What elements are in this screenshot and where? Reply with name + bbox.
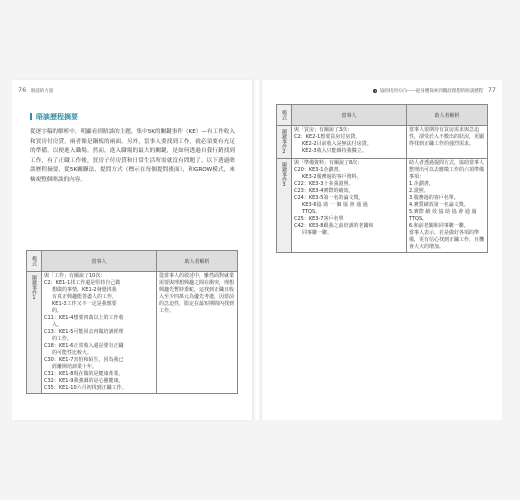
right-page bbox=[262, 80, 502, 420]
client-cell bbox=[292, 126, 407, 159]
chapter-title: 協助找到方向——從身體探索到職涯理想的晤談歷程 bbox=[379, 89, 484, 94]
list-item: C22：KE3-3十多張證照。 bbox=[294, 181, 354, 187]
list-item: 有真正興趣能善盡人的工作， bbox=[52, 294, 118, 300]
list-item: KE2-2目前收入是無法付房貸。 bbox=[302, 141, 372, 147]
list-item: C31：KE1-8現在做的是健康產業。 bbox=[44, 371, 124, 377]
header-helper: 助人者解析 bbox=[407, 105, 488, 126]
list-item: 3.服務過的客戶名單。 bbox=[409, 195, 459, 201]
list-item: 2.證照。 bbox=[409, 188, 429, 194]
list-item: C23：KE3-4實際的績效。 bbox=[294, 188, 354, 194]
list-item: C11：KE1-4想要四萬以上的工作收 bbox=[44, 315, 124, 321]
header-client: 當事人 bbox=[42, 251, 157, 272]
section-title bbox=[30, 112, 78, 122]
chapter-number-badge: 1 bbox=[374, 88, 377, 93]
table-row bbox=[277, 126, 488, 159]
list-item: 當事人表示，若是做好各項的準備，更有信心找到正職工作，且機會大大的增加。 bbox=[409, 230, 485, 250]
header-mode: 模式 bbox=[27, 251, 42, 272]
list-item: 經離開培訓業十年。 bbox=[52, 364, 98, 370]
list-item: C2：KE2-1想要買房付房貸。 bbox=[294, 134, 361, 140]
list-item: 與「工作」有關說了10次： bbox=[44, 273, 106, 279]
page-number-left: 76 bbox=[18, 86, 27, 94]
page-number-right: 77 bbox=[487, 86, 496, 94]
list-item: 6.和前老闆和同事聯一聯。 bbox=[409, 223, 469, 229]
mode-label: 關鍵事件3 bbox=[281, 162, 287, 188]
list-item: KE2-3收入只能維持我獨立。 bbox=[302, 148, 367, 154]
client-cell bbox=[292, 159, 407, 253]
list-item: C24：KE3-5第一名的論文獎。 bbox=[294, 195, 364, 201]
helper-cell bbox=[407, 159, 488, 253]
body-paragraph: 從逐字稿的解析中，明顯看到晤談的主題，集中5K的關鍵事件（KE）—有工作收入和買房付房貸，兩者像是鋼板的兩面。另外，當事人要找到工作，就必須要有充足的準備，以便進入職場。然而，進入職場的最大的關鍵，是如何透過自我行銷找到工作，有了正職工作後，買房子付房貸和日常生活所需就沒有問題了。以下透過晤談歷程摘要，從5K關聯法、提問方式（標示在每個提問後面），和GROW模式，來檢視整個晤談的內容。 bbox=[30, 129, 235, 183]
header-helper: 助人者解析 bbox=[157, 251, 238, 272]
list-item: 與「準備資料」有關說了8次： bbox=[294, 160, 363, 166]
table-header-row bbox=[277, 105, 488, 126]
table-row bbox=[27, 272, 238, 394]
list-item: C25：KE3-7客戶名單 bbox=[294, 216, 344, 222]
mode-cell bbox=[277, 159, 292, 253]
list-item: 同事聯一聯。 bbox=[302, 230, 333, 236]
list-item: C18：KE1-6正常收入還是要有正職 bbox=[44, 343, 124, 349]
book-title: 晤談的力量 bbox=[30, 89, 54, 94]
summary-table-left bbox=[26, 250, 238, 394]
left-page bbox=[12, 80, 252, 420]
list-item: C13：KE1-5可能回去再做培訓經理 bbox=[44, 329, 124, 335]
list-item: C20：KE3-1企劃書。 bbox=[294, 167, 344, 173]
section-title-text: 晤談歷程摘要 bbox=[36, 113, 78, 121]
list-item: C32：KE1-9我強調的是心靈健康。 bbox=[44, 378, 124, 384]
helper-cell: 當事人很期待有買房需求與急迫性，卻受於入不敷出的狀況，更顯得找到正職工作的強烈需求。 bbox=[407, 126, 488, 159]
client-cell bbox=[42, 272, 157, 394]
list-item: 的可能性比較大。 bbox=[52, 350, 93, 356]
mode-cell bbox=[27, 272, 42, 394]
running-header-right bbox=[373, 86, 496, 94]
book-gutter bbox=[252, 80, 262, 420]
list-item: C42：KE3-8跟我之前培訓的老闆和 bbox=[294, 223, 374, 229]
mode-label: 關鍵事件1 bbox=[31, 275, 37, 301]
list-item: 助人者透過提問方式，協助當事人整理出可以去應徵工作的六項準備事項： bbox=[409, 160, 485, 180]
list-item: TTQS。 bbox=[302, 209, 321, 215]
list-item: 入。 bbox=[52, 322, 63, 328]
list-item: KE3-6協 助 一 個 協 會 通 過 bbox=[302, 202, 368, 208]
list-item: 4.實質績效第一名論文獎。 bbox=[409, 202, 469, 208]
list-item: C2：KE1-1找工作還是堅持自己做 bbox=[44, 280, 121, 286]
header-client: 當事人 bbox=[292, 105, 407, 126]
list-item: KE1-3工作又不一定是我想要 bbox=[52, 301, 117, 307]
mode-label: 關鍵事件2 bbox=[281, 129, 287, 155]
list-item: 1.企劃書。 bbox=[409, 181, 434, 187]
list-item: 5.實際 績 效 協 助 協 會 通 過 TTQS。 bbox=[409, 209, 477, 222]
header-mode: 模式 bbox=[277, 105, 292, 126]
list-item: KE3-2服務過的客戶資料。 bbox=[302, 174, 362, 180]
list-item: C30：KE1-7害怕和陌生，因為我已 bbox=[44, 357, 124, 363]
list-item: 與「買房」有關說了3次： bbox=[294, 127, 353, 133]
table-header-row bbox=[27, 251, 238, 272]
section-marker bbox=[30, 113, 32, 120]
list-item: 的。 bbox=[52, 308, 63, 314]
list-item: 想做的事情，KE1-2發覺找我 bbox=[52, 287, 117, 293]
mode-cell bbox=[277, 126, 292, 159]
summary-table-right bbox=[276, 104, 488, 253]
helper-cell: 從當事人的敘述中，雖然面對就業需要與理想興趣之間在衝突，理想興趣先暫時委蛇，這找到正職且收入至少四萬元為優先考慮，因當前的急迫性，限定在最短期間內找到工作。 bbox=[157, 272, 238, 394]
table-row bbox=[277, 159, 488, 253]
running-header-left bbox=[18, 86, 53, 94]
list-item: C35：KE1-10六月初找到正職工作。 bbox=[44, 385, 127, 391]
list-item: 的工作。 bbox=[52, 336, 73, 342]
